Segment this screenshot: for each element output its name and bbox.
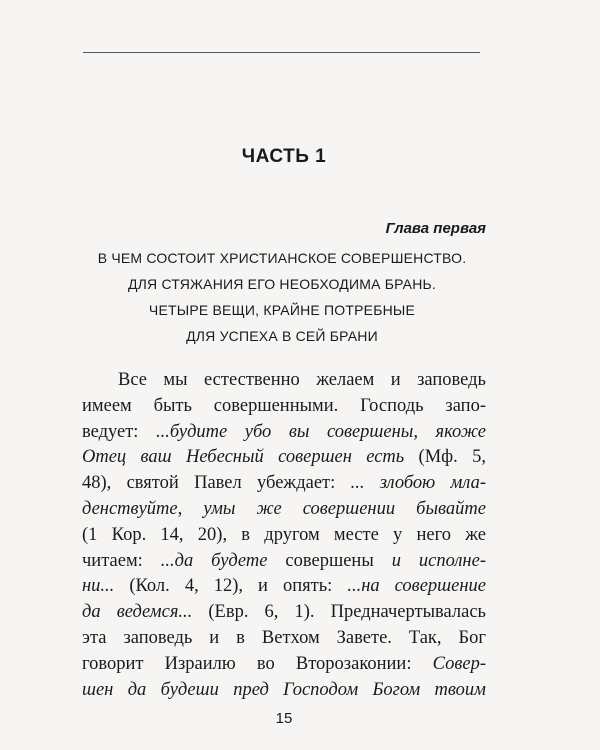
body-italic-text: ... злобою мла- [350, 473, 487, 494]
body-italic-text: ...на совершение [347, 576, 486, 597]
body-line [82, 626, 486, 652]
body-regular-text: (Кол. 4, 12), и опять: [114, 576, 348, 597]
body-regular-text: читаем: [82, 550, 161, 571]
body-italic-text: Совер- [432, 653, 486, 674]
body-regular-text: говорит Израилю во Второзаконии: [82, 653, 433, 674]
body-text [82, 368, 486, 703]
body-regular-text: имеем быть совершенными. Господь запо- [82, 395, 486, 416]
body-line [82, 523, 486, 549]
chapter-heading-line: В ЧЕМ СОСТОИТ ХРИСТИАНСКОЕ СОВЕРШЕНСТВО. [97, 250, 467, 266]
body-regular-text: (Мф. 5, [404, 447, 486, 468]
body-regular-text: (Евр. 6, 1). Предначертывалась [192, 602, 486, 623]
body-line [82, 652, 486, 678]
body-line [82, 471, 486, 497]
body-regular-text: совершены [267, 550, 392, 571]
chapter-heading-line: ДЛЯ УСПЕХА В СЕЙ БРАНИ [186, 328, 378, 344]
body-italic-text: и исполне- [391, 550, 486, 571]
body-line [82, 549, 486, 575]
chapter-label: Глава первая [385, 220, 486, 237]
body-line [82, 600, 486, 626]
page-number: 15 [275, 710, 293, 727]
chapter-heading [80, 245, 484, 349]
body-line [82, 497, 486, 523]
body-italic-text: Отец ваш Небесный совершен есть [82, 447, 405, 468]
body-italic-text: денствуйте, умы же совершении бывайте [82, 498, 486, 519]
body-line [82, 368, 486, 394]
body-line [82, 420, 486, 446]
chapter-heading-line: ЧЕТЫРЕ ВЕЩИ, КРАЙНЕ ПОТРЕБНЫЕ [148, 302, 416, 318]
body-line [82, 394, 486, 420]
body-italic-text: шен да будеши пред Господом Богом твоим [82, 679, 486, 700]
header-rule [83, 52, 480, 53]
body-italic-text: ...будите убо вы совершены, якоже [155, 421, 486, 442]
body-regular-text: (1 Кор. 14, 20), в другом месте у него же [82, 524, 486, 545]
part-title: ЧАСТЬ 1 [241, 146, 327, 167]
body-line [82, 678, 486, 704]
body-line [82, 574, 486, 600]
body-italic-text: да ведемся... [82, 602, 193, 623]
body-italic-text: ...да будете [160, 550, 268, 571]
body-line [82, 445, 486, 471]
body-regular-text: 48), святой Павел убеждает: [82, 473, 351, 494]
body-italic-text: ни... [82, 576, 115, 597]
body-regular-text: Все мы естественно желаем и заповедь [118, 370, 486, 390]
chapter-heading-line: ДЛЯ СТЯЖАНИЯ ЕГО НЕОБХОДИМА БРАНЬ. [127, 276, 437, 292]
body-regular-text: эта заповедь и в Ветхом Завете. Так, Бог [82, 627, 486, 648]
body-regular-text: ведует: [82, 421, 156, 442]
